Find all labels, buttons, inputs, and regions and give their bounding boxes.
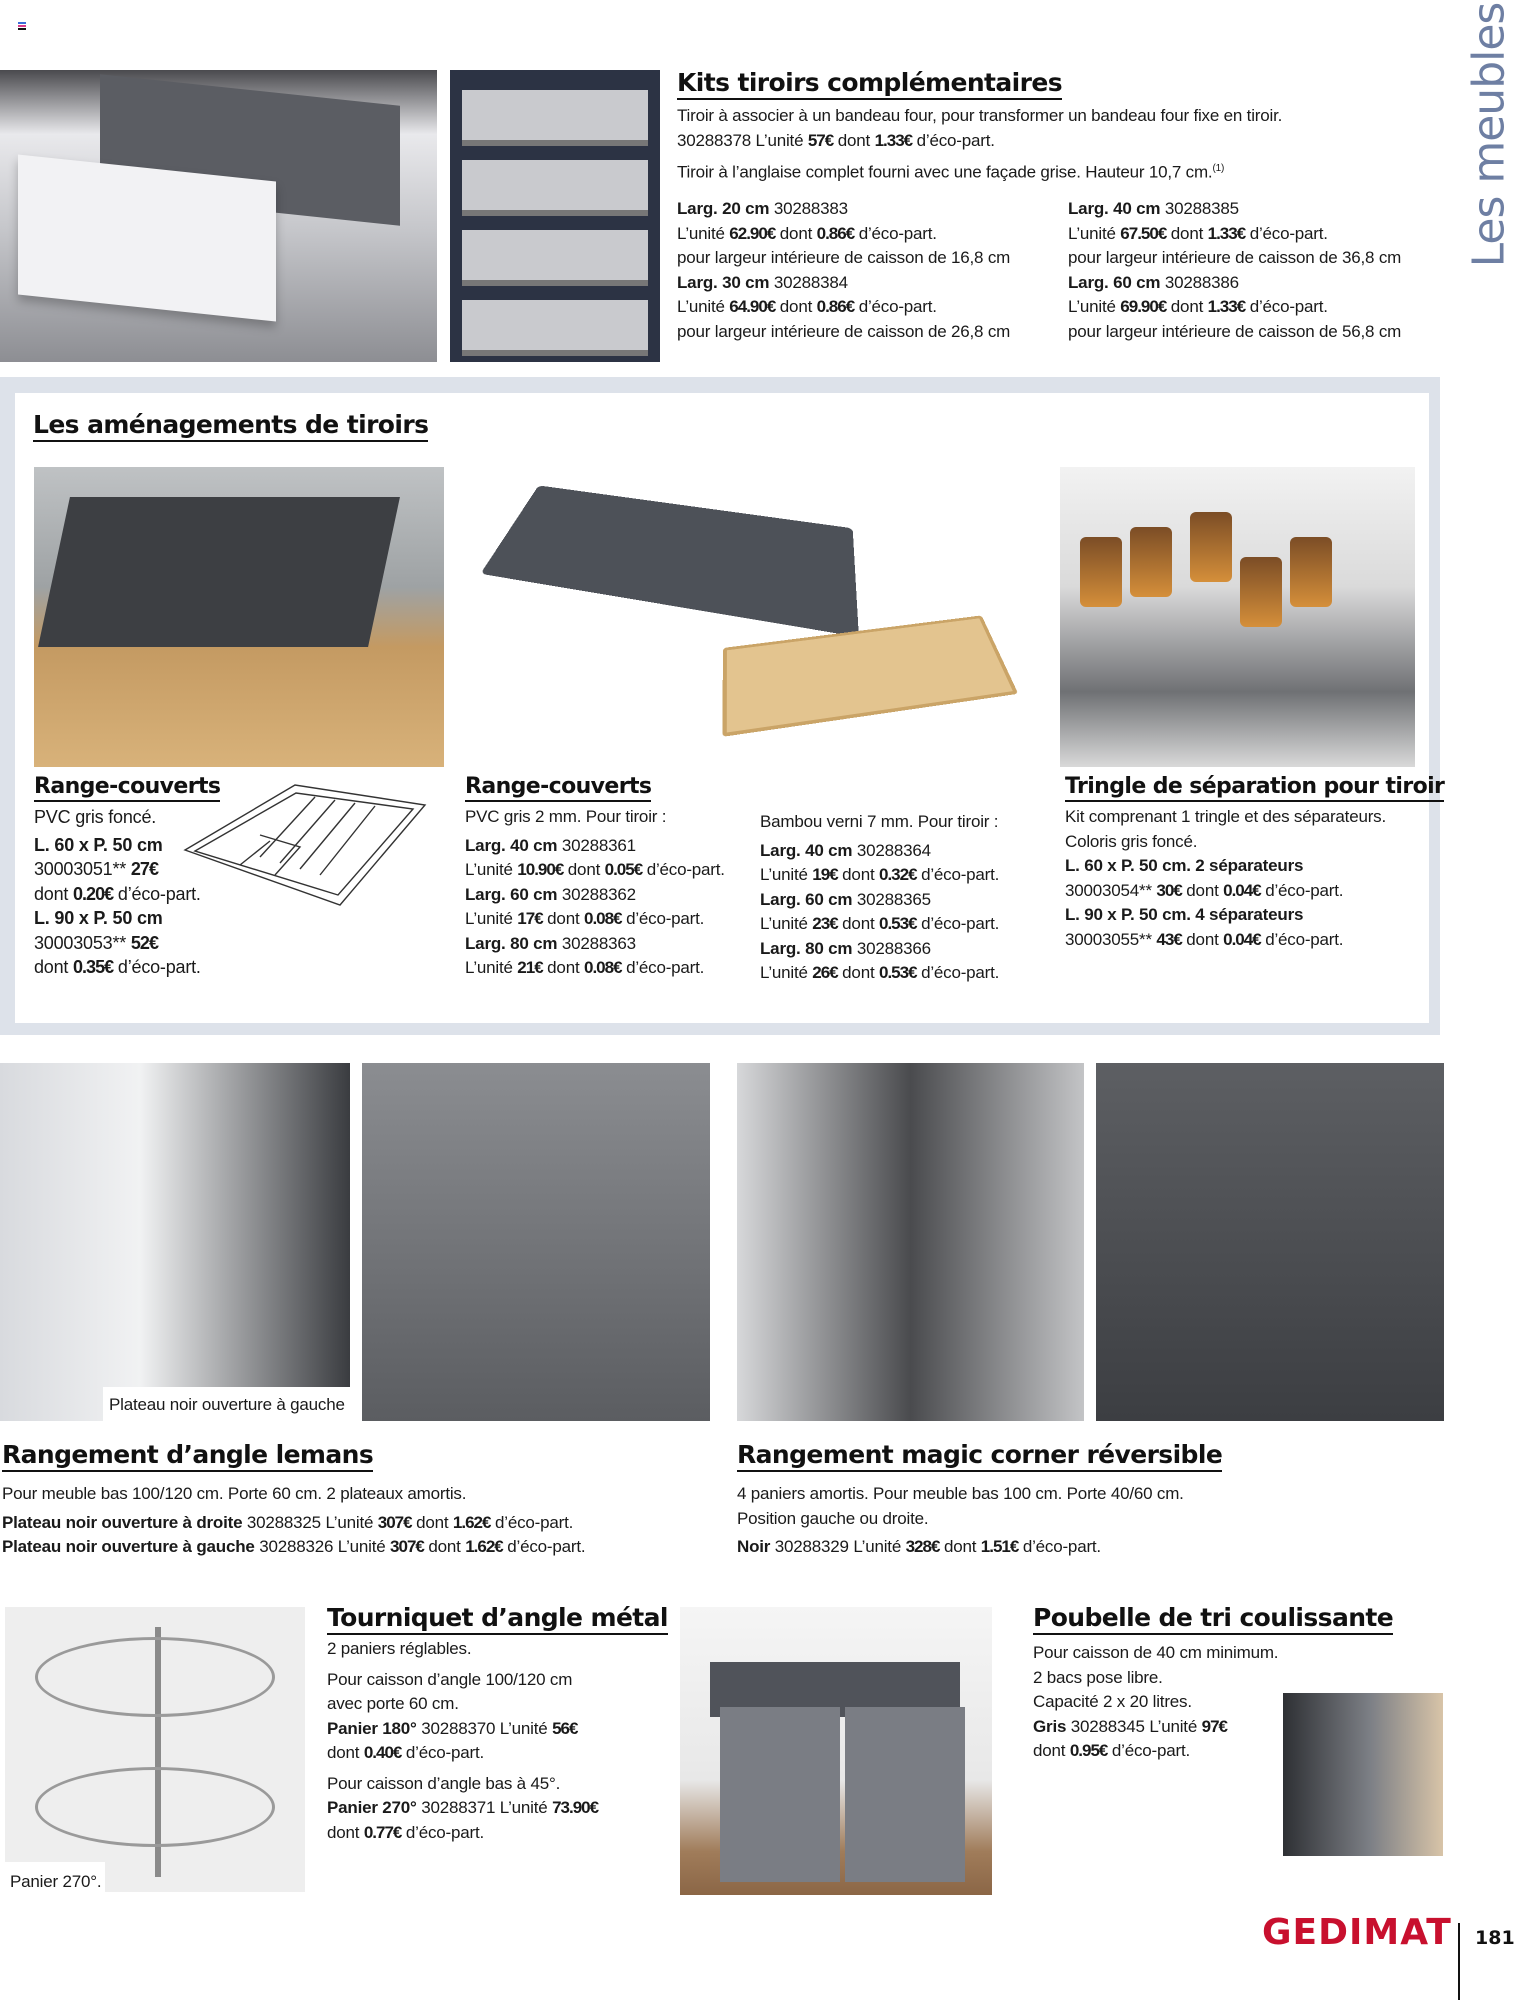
page-number: 181 <box>1475 1927 1515 1949</box>
drawer-photo <box>0 70 437 362</box>
page-number-divider <box>1458 1923 1460 2000</box>
lemans-photo-2 <box>362 1063 710 1421</box>
kits-section <box>677 68 1282 185</box>
variant-size-line: Larg. 40 cm 30288385 <box>1068 199 1239 218</box>
kits-variants-left: Larg. 20 cm 30288383 L’unité 62.90€ dont 0.86€ d’éco-part. pour largeur intérieure de caisson de 16,8 cm Larg. 30 cm 30288384 L’unité 64.90€ dont 0.86€ d’éco-part. pour largeur intérieure de caisson de 26,8 cm <box>677 197 1057 344</box>
tringle-title: Tringle de séparation pour tiroir <box>1065 774 1444 802</box>
variant-price-line: L’unité 67.50€ dont 1.33€ d’éco-part. <box>1068 223 1328 243</box>
variant-price-line: L’unité 64.90€ dont 0.86€ d’éco-part. <box>677 297 937 316</box>
variant-size-line: Larg. 30 cm 30288384 <box>677 272 848 292</box>
magic-corner-photo-1 <box>737 1063 1084 1421</box>
range-couverts-bambou: Bambou verni 7 mm. Pour tiroir : Larg. 40 cm 30288364 L’unité 19€ dont 0.32€ d’éco-part. Larg. 60 cm 30288365 L’unité 23€ dont 0.53€ d’éco-part. Larg. 80 cm 30288366 L’unité 26€ dont 0.53€ d’éco-part. <box>760 812 1000 982</box>
magic-corner-photo-2 <box>1096 1063 1444 1421</box>
kits-variants-right: Larg. 40 cm 30288385 L’unité 67.50€ dont 1.33€ d’éco-part. pour largeur intérieure de caisson de 36,8 cm Larg. 60 cm 30288386 L’unité 69.90€ dont 1.33€ d’éco-part. pour largeur intérieure de caisson de 56,8 cm <box>1068 197 1448 344</box>
section-side-tab[interactable] <box>1460 0 1518 270</box>
lemans-photo-caption: Plateau noir ouverture à gauche <box>103 1387 350 1421</box>
range-couverts-2: Range-couverts PVC gris 2 mm. Pour tiroir : Larg. 40 cm 30288361 L’unité 10.90€ dont 0.05€ d’éco-part. Larg. 60 cm 30288362 L’unité 17€ dont 0.08€ d’éco-part. Larg. 80 cm 30288363 L’unité 21€ dont 0.08€ d’éco-part. <box>465 774 725 977</box>
variant-size-line: Larg. 20 cm 30288383 <box>677 199 848 218</box>
tourniquet-photo <box>5 1607 305 1892</box>
gedimat-logo[interactable]: GEDIMAT <box>1262 1912 1452 1953</box>
tourniquet-photo-caption: Panier 270°. <box>0 1862 105 1897</box>
lemans-title: Rangement d’angle lemans <box>2 1440 373 1472</box>
lemans-section: Rangement d’angle lemans Pour meuble bas 100/120 cm. Porte 60 cm. 2 plateaux amortis. Plateau noir ouverture à droite 30288325 L’unité 307€ dont 1.62€ d’éco-part. Plateau noir ouverture à gauche 30288326 L’unité 307€ dont 1.62€ d’éco-part. <box>2 1440 586 1556</box>
range-couverts-1-title: Range-couverts <box>34 774 220 802</box>
poubelle-section: Poubelle de tri coulissante Pour caisson de 40 cm minimum. 2 bacs pose libre. Capacité 2 x 20 litres. Gris 30288345 L’unité 97€ dont 0.95€ d’éco-part. <box>1033 1603 1394 1760</box>
variant-price-line: L’unité 69.90€ dont 1.33€ d’éco-part. <box>1068 297 1328 316</box>
range-couverts-2-title: Range-couverts <box>465 774 651 802</box>
cutlery-drawer-photo <box>34 467 444 767</box>
kits-anglaise: Tiroir à l’anglaise complet fourni avec une façade grise. Hauteur 10,7 cm.$^{(1)}$ <box>677 162 1225 182</box>
bamboo-tray-photo <box>705 590 1025 760</box>
range-couverts-1: Range-couverts PVC gris foncé. L. 60 x P. 50 cm 30003051** 27€ dont 0.20€ d’éco-part. L. 90 x P. 50 cm 30003053** 52€ dont 0.35€ d’éco-part. <box>34 774 221 977</box>
jars-drawer-photo <box>1060 467 1415 767</box>
tourniquet-section: Tourniquet d’angle métal 2 paniers réglables. Pour caisson d’angle 100/120 cm avec porte 60 cm. Panier 180° 30288370 L’unité 56€ dont 0.40€ d’éco-part. Pour caisson d’angle bas à 45°. Panier 270° 30288371 L’unité 73.90€ dont 0.77€ d’éco-part. <box>327 1603 668 1842</box>
tourniquet-title: Tourniquet d’angle métal <box>327 1603 668 1635</box>
drawer-cabinet-photo <box>450 70 660 362</box>
variant-price-line: L’unité 62.90€ dont 0.86€ d’éco-part. <box>677 223 937 243</box>
magic-corner-section: Rangement magic corner réversible 4 paniers amortis. Pour meuble bas 100 cm. Porte 40/60 cm. Position gauche ou droite. Noir 30288329 L’unité 328€ dont 1.51€ d’éco-part. <box>737 1440 1223 1556</box>
price: 57€ <box>807 130 834 150</box>
poubelle-title: Poubelle de tri coulissante <box>1033 1603 1393 1635</box>
kits-title: Kits tiroirs complémentaires <box>677 68 1062 100</box>
price: 52€ <box>130 932 158 953</box>
print-color-mark-icon <box>18 22 26 31</box>
side-tab-label: Les meubles <box>1463 2 1515 268</box>
sorting-bins-photo <box>680 1607 992 1895</box>
amenagements-title: Les aménagements de tiroirs <box>33 410 428 442</box>
kits-intro-price-line: 30288378 L’unité 57€ dont 1.33€ d’éco-part. <box>677 130 995 150</box>
lemans-photo-1 <box>0 1063 350 1421</box>
kits-intro: Tiroir à associer à un bandeau four, pour transformer un bandeau four fixe en tiroir. <box>677 106 1283 125</box>
variant-size-line: Larg. 60 cm 30288386 <box>1068 272 1239 292</box>
price: 27€ <box>130 859 158 879</box>
tringle-section: Tringle de séparation pour tiroir Kit comprenant 1 tringle et des séparateurs. Coloris gris foncé. L. 60 x P. 50 cm. 2 séparateurs 30003054** 30€ dont 0.04€ d’éco-part. L. 90 x P. 50 cm. 4 séparateurs 30003055** 43€ dont 0.04€ d’éco-part. <box>1065 774 1445 949</box>
magic-corner-title: Rangement magic corner réversible <box>737 1440 1222 1472</box>
